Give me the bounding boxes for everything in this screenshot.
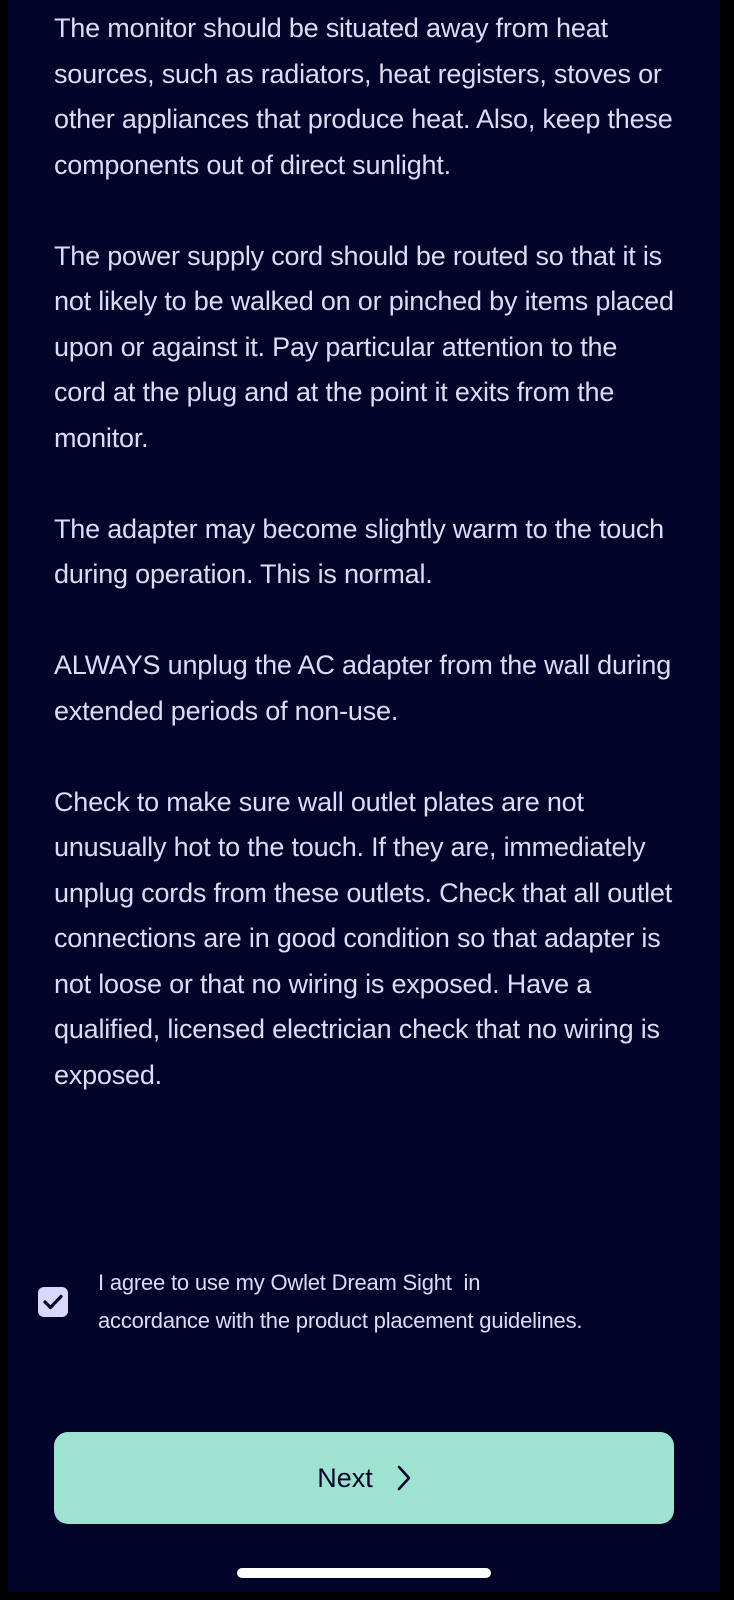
guideline-paragraph: The adapter may become slightly warm to the touch during operation. This is normal. [54, 513, 665, 589]
screen [8, 0, 720, 1592]
guideline-paragraph: The power supply cord should be routed so that it is not likely to be walked on or pinched by items placed upon or against it. Pay particular attention to the cord at the plug and at the point it exits from the monitor. [54, 240, 674, 453]
home-indicator[interactable] [237, 1568, 491, 1578]
chevron-right-icon [397, 1465, 411, 1491]
agreement-row[interactable] [38, 1264, 698, 1340]
agreement-checkbox[interactable] [38, 1287, 68, 1317]
next-button[interactable] [54, 1432, 674, 1524]
checkmark-icon [43, 1294, 63, 1310]
guideline-paragraph: Check to make sure wall outlet plates are not unusually hot to the touch. If they are, immediately unplug cords from these outlets. Check that all outlet connections are in good condition so that adapter is not loose or that no wiring is exposed. Have a qualified, licensed electrician check that no wiring is exposed. [54, 786, 673, 1090]
guideline-paragraph: ALWAYS unplug the AC adapter from the wall during extended periods of non-use. [54, 650, 672, 726]
agreement-label-line1: I agree to use my Owlet Dream Sight in [98, 1270, 481, 1295]
agreement-label-line2: accordance with the product placement guidelines. [98, 1308, 583, 1333]
next-button-label: Next [317, 1462, 373, 1493]
guidelines-text [54, 6, 674, 1144]
agreement-label[interactable] [98, 1264, 582, 1340]
guideline-paragraph: The monitor should be situated away from heat sources, such as radiators, heat registers, stoves or other appliances that produce heat. Also, keep these components out of direct sunlight. [54, 13, 673, 180]
